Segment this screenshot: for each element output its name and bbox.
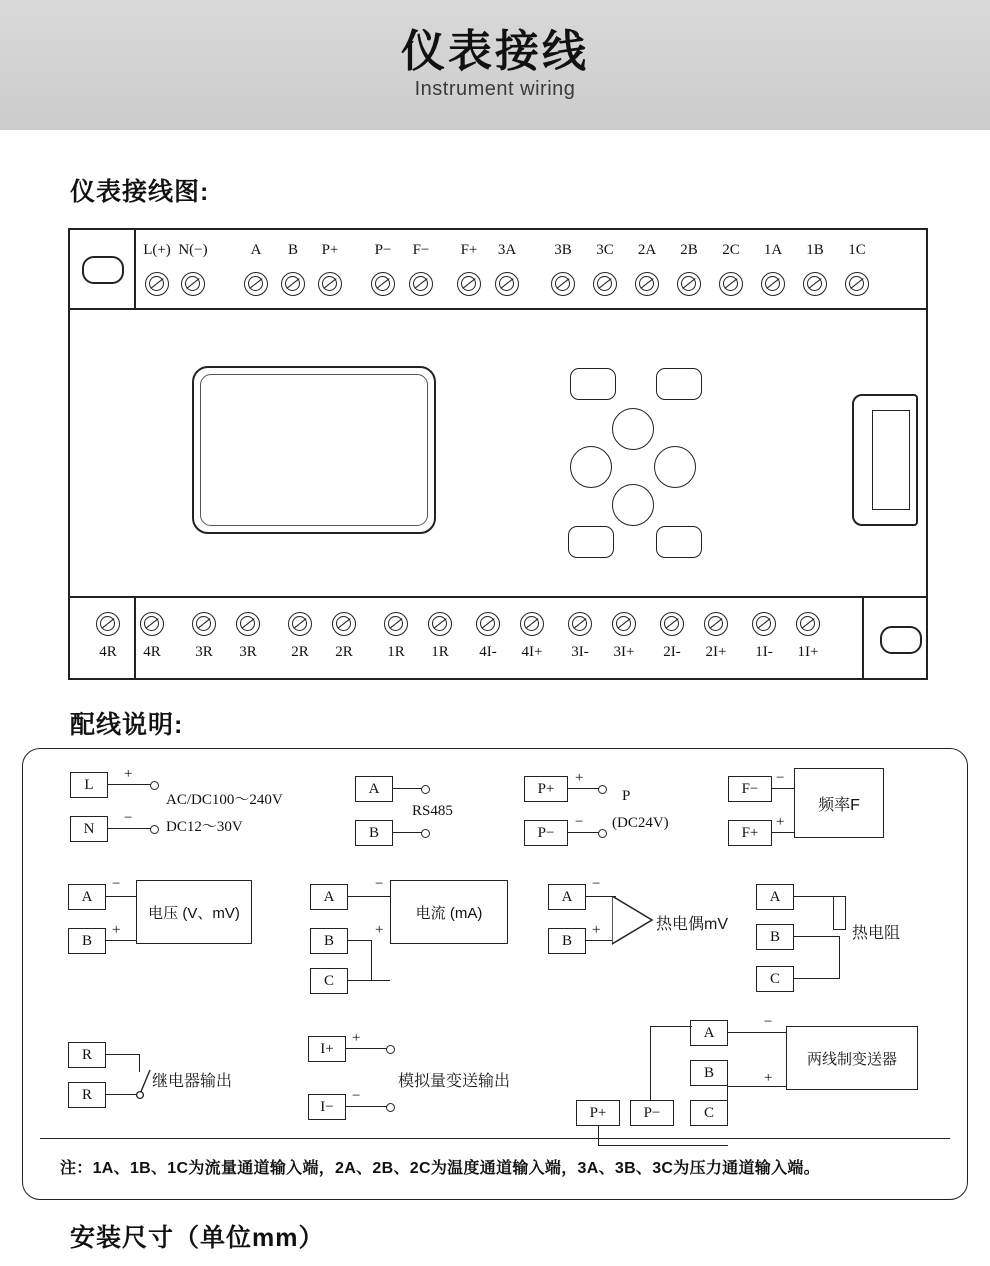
page-subtitle: Instrument wiring	[414, 77, 576, 100]
terminal-screw-top-6	[409, 272, 433, 296]
sign-f-plus: +	[776, 814, 785, 830]
wire-2w-c-vertical	[727, 1086, 728, 1113]
terminal-2w-a: A	[690, 1020, 728, 1046]
relay-contact-symbol	[126, 1062, 154, 1102]
key-up[interactable]	[612, 408, 654, 450]
label-thermocouple: 热电偶mV	[656, 916, 729, 933]
wire-rtd-bridge	[839, 936, 840, 978]
terminal-label-top-11: 2A	[637, 242, 657, 258]
sign-2w-plus: +	[764, 1070, 773, 1086]
section-title-dimensions: 安装尺寸（单位mm）	[70, 1224, 325, 1252]
sign-tc-minus: −	[592, 876, 601, 892]
terminal-screw-bottom-13	[704, 612, 728, 636]
section-title-wiring-diagram: 仪表接线图:	[70, 178, 210, 206]
terminal-label-top-2: A	[250, 242, 262, 258]
terminal-label-bottom-0: 4R	[99, 644, 117, 660]
terminal-rtd-b: B	[756, 924, 794, 950]
wire-f-minus	[772, 788, 794, 789]
terminal-screw-top-2	[244, 272, 268, 296]
terminal-2w-pminus: P−	[630, 1100, 674, 1126]
sign-iout-minus: −	[352, 1088, 361, 1104]
sign-f-minus: −	[776, 770, 785, 786]
key-left[interactable]	[570, 446, 612, 488]
terminal-label-bottom-6: 1R	[387, 644, 405, 660]
mounting-hole-bottom-right	[880, 626, 922, 654]
terminal-label-bottom-14: 1I-	[755, 644, 773, 660]
terminal-label-bottom-1: 4R	[143, 644, 161, 660]
terminal-p-plus: P+	[524, 776, 568, 802]
terminal-label-bottom-8: 4I-	[479, 644, 497, 660]
terminal-screw-top-7	[457, 272, 481, 296]
wire-current-a	[348, 896, 390, 897]
terminal-label-bottom-13: 2I+	[705, 644, 727, 660]
terminal-label-bottom-5: 2R	[335, 644, 353, 660]
sign-voltage-plus: +	[112, 922, 121, 938]
terminal-f-minus: F−	[728, 776, 772, 802]
terminal-p-minus: P−	[524, 820, 568, 846]
wire-p-minus	[568, 832, 600, 833]
box-current: 电流 (mA)	[390, 880, 508, 944]
terminal-screw-top-14	[761, 272, 785, 296]
terminal-voltage-b: B	[68, 928, 106, 954]
terminal-screw-bottom-15	[796, 612, 820, 636]
divider-top-left	[134, 228, 136, 308]
terminal-rtd-c: C	[756, 966, 794, 992]
terminal-screw-top-5	[371, 272, 395, 296]
wire-2w-bottom	[598, 1145, 728, 1146]
wire-current-b	[348, 940, 372, 941]
terminal-label-bottom-12: 2I-	[663, 644, 681, 660]
terminal-label-bottom-9: 4I+	[521, 644, 543, 660]
wire-current-bridge	[371, 940, 372, 981]
terminal-screw-top-3	[281, 272, 305, 296]
terminal-label-top-8: 3A	[497, 242, 517, 258]
terminal-screw-bottom-12	[660, 612, 684, 636]
sign-current-minus: −	[375, 876, 384, 892]
display-screen	[192, 366, 436, 534]
sign-power-plus: +	[124, 766, 133, 782]
key-top-right[interactable]	[656, 368, 702, 400]
label-analog-output: 模拟量变送输出	[398, 1073, 511, 1090]
wire-2w-pplus-down	[598, 1126, 599, 1146]
terminal-screw-bottom-10	[568, 612, 592, 636]
key-down[interactable]	[612, 484, 654, 526]
wire-iout-plus	[346, 1048, 388, 1049]
terminal-screw-top-12	[677, 272, 701, 296]
terminal-tc-b: B	[548, 928, 586, 954]
terminal-label-top-1: N(−)	[178, 242, 208, 258]
terminal-label-bottom-15: 1I+	[797, 644, 819, 660]
node-iout-plus	[386, 1045, 395, 1054]
terminal-tc-a: A	[548, 884, 586, 910]
terminal-screw-bottom-6	[384, 612, 408, 636]
section-title-wiring-description: 配线说明:	[70, 711, 184, 739]
terminal-current-a: A	[310, 884, 348, 910]
terminal-label-top-4: P+	[321, 242, 339, 258]
terminal-screw-bottom-1	[140, 612, 164, 636]
sign-voltage-minus: −	[112, 876, 121, 892]
wire-voltage-b	[106, 940, 136, 941]
terminal-screw-top-8	[495, 272, 519, 296]
label-power-dc: DC12～30V	[166, 819, 243, 835]
box-voltage: 电压 (V、mV)	[136, 880, 252, 944]
sign-current-plus: +	[375, 922, 384, 938]
terminal-screw-bottom-4	[288, 612, 312, 636]
wire-rtd-b	[794, 936, 840, 937]
terminal-rs485-b: B	[355, 820, 393, 846]
terminal-label-top-6: F−	[412, 242, 430, 258]
wire-rtd-c	[794, 978, 840, 979]
terminal-screw-top-16	[845, 272, 869, 296]
terminal-screw-top-15	[803, 272, 827, 296]
terminal-screw-bottom-2	[192, 612, 216, 636]
label-rtd: 热电阻	[852, 925, 901, 942]
wire-rs485-a	[393, 788, 423, 789]
terminal-label-bottom-11: 3I+	[613, 644, 635, 660]
terminal-label-top-0: L(+)	[143, 242, 171, 258]
terminal-power-n: N	[70, 816, 108, 842]
terminal-rtd-a: A	[756, 884, 794, 910]
label-pressure-dc24v: (DC24V)	[612, 815, 669, 831]
terminal-screw-top-4	[318, 272, 342, 296]
terminal-label-top-7: F+	[460, 242, 478, 258]
terminal-2w-pplus: P+	[576, 1100, 620, 1126]
sign-tc-plus: +	[592, 922, 601, 938]
wire-voltage-a	[106, 896, 136, 897]
panel-note-divider	[40, 1138, 950, 1139]
terminal-current-c: C	[310, 968, 348, 994]
node-rs485-b	[421, 829, 430, 838]
terminal-relay-r1: R	[68, 1042, 106, 1068]
sign-power-minus: −	[124, 810, 133, 826]
box-two-wire-transmitter: 两线制变送器	[786, 1026, 918, 1090]
label-power-ac: AC/DC100～240V	[166, 792, 283, 808]
terminal-screw-bottom-14	[752, 612, 776, 636]
terminal-screw-top-10	[593, 272, 617, 296]
terminal-relay-r2: R	[68, 1082, 106, 1108]
node-iout-minus	[386, 1103, 395, 1112]
label-relay-output: 继电器输出	[152, 1073, 233, 1090]
device-wiring-diagram	[68, 228, 928, 680]
terminal-label-bottom-2: 3R	[195, 644, 213, 660]
wire-power-n	[108, 828, 152, 829]
terminal-label-top-5: P−	[374, 242, 392, 258]
rtd-resistor-symbol	[833, 896, 846, 930]
terminal-screw-bottom-11	[612, 612, 636, 636]
divider-bottom-right	[862, 596, 864, 680]
terminal-label-bottom-10: 3I-	[571, 644, 589, 660]
sign-p-plus: +	[575, 770, 584, 786]
terminal-screw-top-1	[181, 272, 205, 296]
node-power-n	[150, 825, 159, 834]
terminal-iout-minus: I−	[308, 1094, 346, 1120]
key-bottom-right[interactable]	[656, 526, 702, 558]
terminal-rs485-a: A	[355, 776, 393, 802]
terminal-power-l: L	[70, 772, 108, 798]
terminal-label-top-10: 3C	[596, 242, 614, 258]
key-right[interactable]	[654, 446, 696, 488]
wire-power-l	[108, 784, 152, 785]
sign-iout-plus: +	[352, 1030, 361, 1046]
divider-bottom-left	[134, 596, 136, 680]
terminal-screw-bottom-8	[476, 612, 500, 636]
wire-f-plus	[772, 832, 794, 833]
terminal-label-top-3: B	[287, 242, 298, 258]
node-p-plus	[598, 785, 607, 794]
key-bottom-left[interactable]	[568, 526, 614, 558]
wire-2w-top-left	[650, 1026, 692, 1027]
terminal-iout-plus: I+	[308, 1036, 346, 1062]
terminal-screw-bottom-5	[332, 612, 356, 636]
box-frequency: 频率F	[794, 768, 884, 838]
terminal-label-top-12: 2B	[680, 242, 698, 258]
terminal-row-divider-bottom	[68, 596, 928, 598]
terminal-screw-bottom-0	[96, 612, 120, 636]
terminal-label-top-13: 2C	[722, 242, 740, 258]
node-power-l	[150, 781, 159, 790]
terminal-screw-top-9	[551, 272, 575, 296]
sign-p-minus: −	[575, 814, 584, 830]
label-rs485: RS485	[412, 803, 453, 819]
wiring-note: 注：1A、1B、1C为流量通道输入端，2A、2B、2C为温度通道输入端，3A、3B、3C为压力通道输入端。	[60, 1160, 820, 1177]
page-banner	[0, 0, 990, 130]
wire-2w-a-top	[728, 1032, 786, 1033]
terminal-screw-bottom-9	[520, 612, 544, 636]
wire-iout-minus	[346, 1106, 388, 1107]
wire-2w-c-bottom	[728, 1086, 786, 1087]
terminal-screw-top-13	[719, 272, 743, 296]
terminal-row-divider-top	[68, 308, 928, 310]
wire-relay-top	[106, 1054, 140, 1055]
terminal-f-plus: F+	[728, 820, 772, 846]
terminal-label-bottom-4: 2R	[291, 644, 309, 660]
terminal-screw-bottom-7	[428, 612, 452, 636]
wire-2w-left-vertical	[650, 1026, 651, 1100]
side-connector	[852, 394, 918, 526]
node-rs485-a	[421, 785, 430, 794]
terminal-label-top-15: 1B	[806, 242, 824, 258]
node-p-minus	[598, 829, 607, 838]
terminal-label-top-9: 3B	[554, 242, 572, 258]
wire-p-plus	[568, 788, 600, 789]
key-top-left[interactable]	[570, 368, 616, 400]
terminal-screw-top-0	[145, 272, 169, 296]
terminal-2w-c: C	[690, 1100, 728, 1126]
mounting-hole-top-left	[82, 256, 124, 284]
terminal-label-top-16: 1C	[848, 242, 866, 258]
wire-rs485-b	[393, 832, 423, 833]
terminal-voltage-a: A	[68, 884, 106, 910]
terminal-label-bottom-3: 3R	[239, 644, 257, 660]
sign-2w-minus: −	[764, 1014, 773, 1030]
terminal-label-bottom-7: 1R	[431, 644, 449, 660]
terminal-label-top-14: 1A	[763, 242, 783, 258]
terminal-screw-bottom-3	[236, 612, 260, 636]
label-pressure: P	[622, 788, 631, 804]
terminal-2w-b: B	[690, 1060, 728, 1086]
terminal-current-b: B	[310, 928, 348, 954]
wire-current-c	[348, 980, 390, 981]
terminal-screw-top-11	[635, 272, 659, 296]
thermocouple-symbol	[612, 896, 654, 946]
page-title: 仪表接线	[401, 27, 589, 77]
